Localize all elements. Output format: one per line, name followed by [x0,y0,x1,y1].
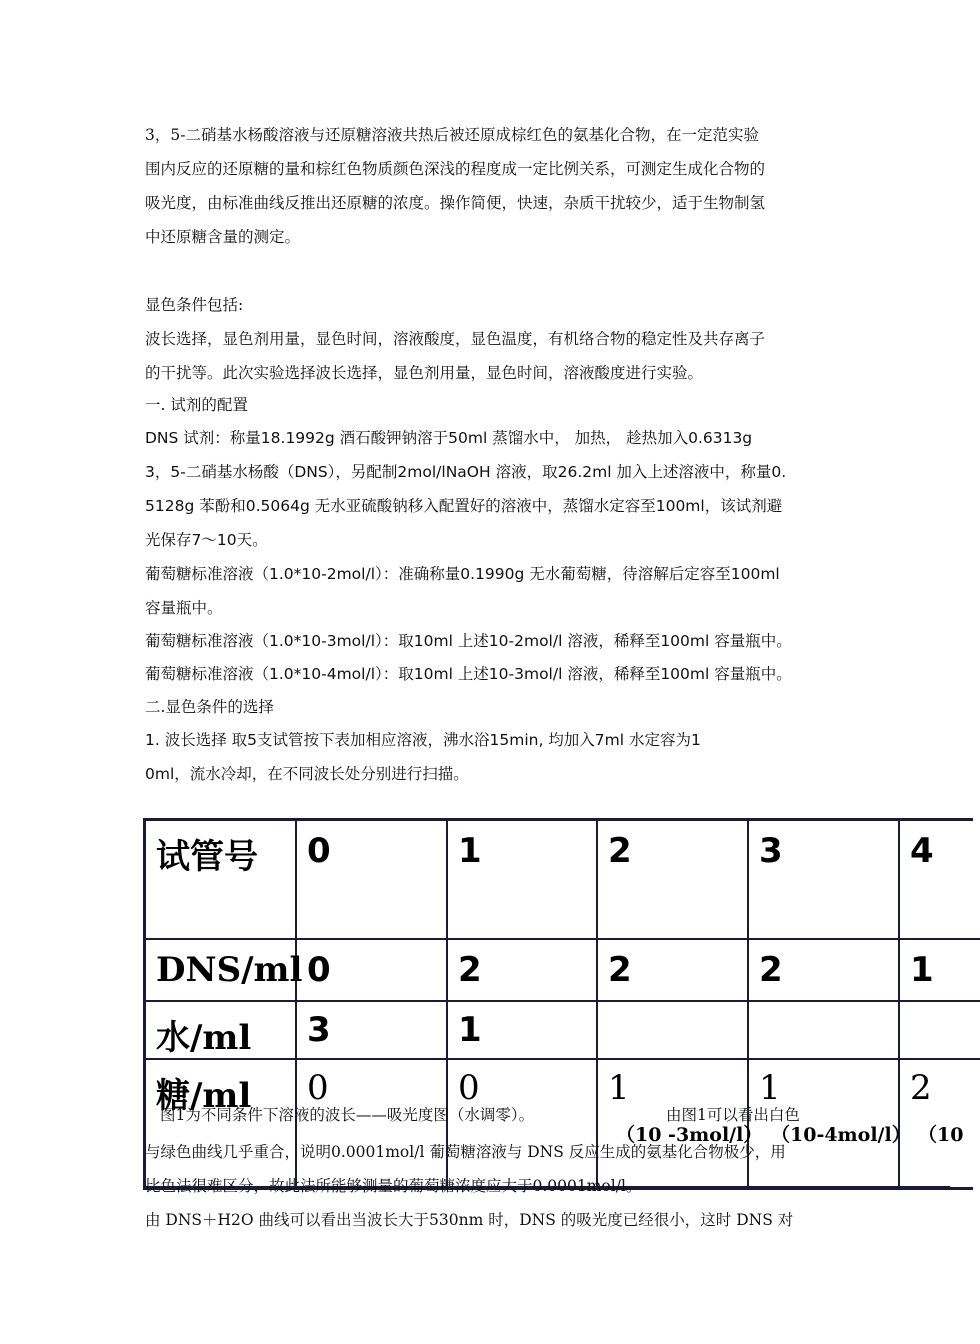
dns-volume: 2 [608,950,632,990]
row-header-tube: 试管号 [156,837,258,877]
dns-volume: 1 [910,950,934,990]
sugar-volume: 0 [307,1068,329,1108]
sugar-concentration: （10 -3mol/l） [616,1124,763,1146]
table-cell [749,821,900,940]
water-volume: 1 [458,1010,482,1050]
dns-reagent-line-4: 光保存7～10天。 [145,531,268,549]
table-cell [448,940,598,1002]
section-reagents-heading: 一. 试剂的配置 [145,396,248,414]
tube-number: 2 [608,831,632,871]
table-cell [598,1060,763,1190]
table-cell [749,1002,900,1060]
intro-line-1: 3，5-二硝基水杨酸溶液与还原糖溶液共热后被还原成棕红色的氨基化合物，在一定范实验 [145,126,759,144]
table-cell [297,821,448,940]
dns-reagent-line-3: 5128g 苯酚和0.5064g 无水亚硫酸钠移入配置好的溶液中，蒸馏水定容至100ml，该试剂避 [145,497,783,515]
intro-line-3: 吸光度，由标准曲线反推出还原糖的浓度。操作简便，快速，杂质干扰较少，适于生物制氢 [145,194,766,212]
table-cell [448,821,598,940]
sugar-volume: 1 [759,1068,781,1108]
conditions-heading: 显色条件包括: [145,296,244,314]
table-cell [297,940,448,1002]
table-cell [900,1060,980,1190]
header-cell-dns [146,940,303,1002]
glucose-standard-1-cont: 容量瓶中。 [145,599,223,617]
table-cell [297,1060,448,1190]
table-cell [598,940,749,1002]
row-header-water: 水/ml [156,1018,252,1058]
figure-caption: 图1为不同条件下溶液的波长——吸光度图（水调零）。 [160,1106,535,1124]
sugar-concentration: （10 [918,1124,964,1146]
table-cell [598,1002,749,1060]
conditions-line-1: 波长选择，显色剂用量，显色时间，溶液酸度，显色温度，有机络合物的稳定性及共存离子 [145,330,766,348]
table-cell [598,821,749,940]
glucose-standard-3: 葡萄糖标准溶液（1.0*10-4mol/l）：取10ml 上述10-3mol/l 溶液，稀释至100ml 容量瓶中。 [145,665,792,683]
tube-number: 1 [458,831,482,871]
table-cell [900,940,980,1002]
header-cell-tube [146,821,297,940]
intro-line-4: 中还原糖含量的测定。 [145,228,301,246]
header-cell-sugar [146,1060,297,1190]
table-cell [749,1060,911,1190]
row-header-dns: DNS/ml [156,950,303,990]
tube-number: 3 [759,831,783,871]
tube-number: 4 [910,831,934,871]
row-header-sugar: 糖/ml [156,1076,252,1116]
dns-reagent-line-2: 3，5-二硝基水杨酸（DNS），另配制2mol/lNaOH 溶液，取26.2ml 加入上述溶液中，称量0. [145,463,787,481]
sugar-volume: 2 [910,1068,932,1108]
tube-number: 0 [307,831,331,871]
table-cell [900,1002,980,1060]
table-cell [448,1002,598,1060]
wavelength-selection-line-1: 1. 波长选择 取5支试管按下表加相应溶液，沸水浴15min, 均加入7ml 水定容为1 [145,731,701,749]
table-cell [297,1002,448,1060]
analysis-line-3: 由 DNS＋H2O 曲线可以看出当波长大于530nm 时，DNS 的吸光度已经很小，这时 DNS 对 [145,1211,794,1229]
analysis-line-1: 与绿色曲线几乎重合，说明0.0001mol/l 葡萄糖溶液与 DNS 反应生成的氨基化合物极少，用 [145,1143,786,1161]
table-cell [448,1060,598,1190]
glucose-standard-2: 葡萄糖标准溶液（1.0*10-3mol/l）：取10ml 上述10-2mol/l 溶液，稀释至100ml 容量瓶中。 [145,632,792,650]
dns-reagent-line-1: DNS 试剂：称量18.1992g 酒石酸钾钠溶于50ml 蒸馏水中， 加热， 趁热加入0.6313g [145,429,753,447]
table-cell [900,821,980,940]
dns-volume: 2 [759,950,783,990]
figure-observation: 由图1可以看出白色 [666,1106,800,1124]
glucose-standard-1: 葡萄糖标准溶液（1.0*10-2mol/l）：准确称量0.1990g 无水葡萄糖，待溶解后定容至100ml [145,565,780,583]
analysis-line-2: 比色法很难区分，故此法所能够测量的葡萄糖浓度应大于0.0001mol/l。 [145,1177,642,1195]
tube-table [143,818,973,1190]
dns-volume: 2 [458,950,482,990]
section-color-conditions-heading: 二.显色条件的选择 [145,698,274,716]
water-volume: 3 [307,1010,331,1050]
table-cell [749,940,900,1002]
sugar-volume: 0 [458,1068,480,1108]
header-cell-water [146,1002,297,1060]
sugar-concentration: （10-4mol/l） [771,1124,911,1146]
dns-volume: 0 [307,950,331,990]
intro-line-2: 围内反应的还原糖的量和棕红色物质颜色深浅的程度成一定比例关系，可测定生成化合物的 [145,160,766,178]
sugar-volume: 1 [608,1068,630,1108]
wavelength-selection-line-2: 0ml，流水冷却，在不同波长处分别进行扫描。 [145,765,469,783]
conditions-line-2: 的干扰等。此次实验选择波长选择，显色剂用量，显色时间，溶液酸度进行实验。 [145,364,704,382]
